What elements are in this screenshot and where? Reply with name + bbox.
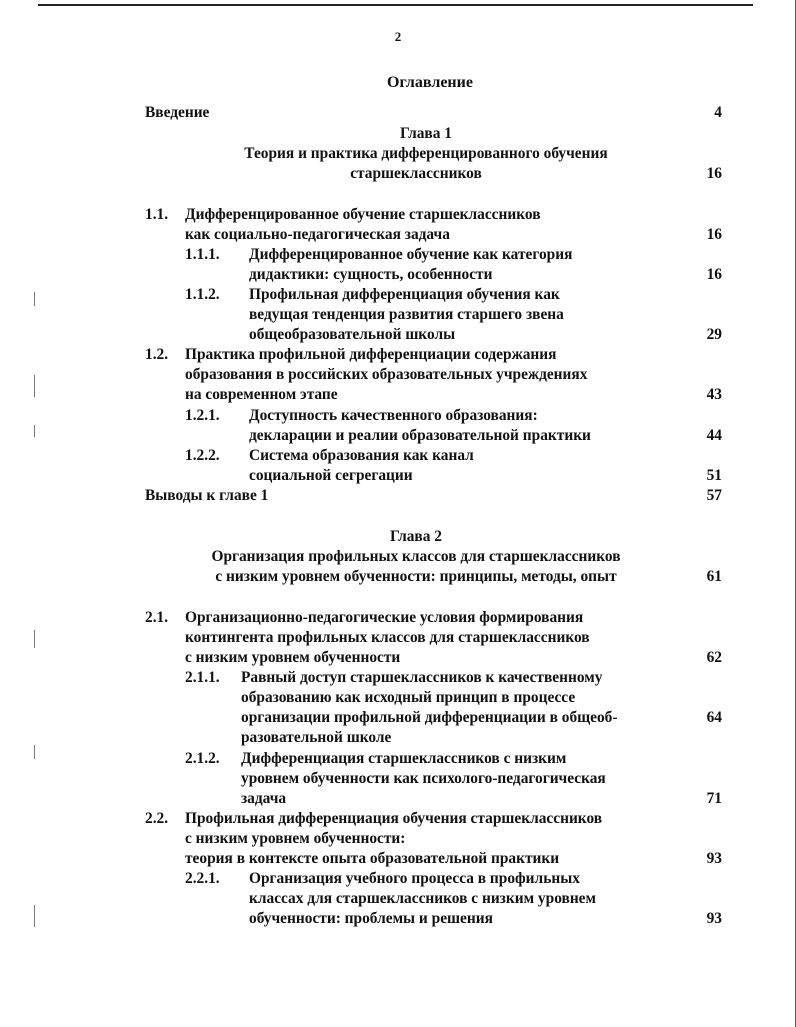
- toc-entry-intro: Введение: [145, 104, 210, 121]
- toc-entry-text: Равный доступ старшеклассников к качественному: [241, 669, 603, 686]
- toc-entry-text: Система образования как канал: [249, 447, 474, 464]
- toc-entry-text: разовательной школе: [241, 729, 392, 746]
- toc-entry-text: Профильная дифференциация обучения старшеклассников: [185, 810, 603, 827]
- toc-page-number: 93: [706, 910, 722, 927]
- toc-entry-text: Дифференциация старшеклассников с низким: [241, 750, 567, 767]
- toc-entry-text: декларации и реалии образовательной практики: [249, 427, 591, 444]
- chapter-2-title: Организация профильных классов для старшеклассников: [211, 548, 621, 565]
- toc-page-number: 43: [706, 386, 722, 403]
- toc-entry-text: Дифференцированное обучение как категория: [249, 246, 573, 263]
- chapter-1-title: Теория и практика дифференцированного обучения: [244, 145, 608, 162]
- toc-entry-text: с низким уровнем обученности: [185, 649, 401, 666]
- page-number: 2: [394, 29, 402, 44]
- toc-page-number: 62: [706, 649, 722, 666]
- toc-entry-text: на современном этапе: [185, 386, 338, 403]
- toc-entry-text: уровнем обученности как психолого-педагогическая: [241, 770, 606, 787]
- toc-entry-conclusions: Выводы к главе 1: [145, 487, 269, 504]
- toc-entry-text: Профильная дифференциация обучения как: [249, 286, 560, 303]
- toc-page-number: 93: [706, 850, 722, 867]
- toc-section-number: 2.1.1.: [185, 669, 220, 686]
- chapter-1-heading: Глава 1: [400, 125, 452, 142]
- toc-entry-text: Организационно-педагогические условия формирования: [185, 609, 584, 626]
- toc-page-number: 29: [706, 326, 722, 343]
- toc-section-number: 1.2.1.: [185, 407, 220, 424]
- toc-section-number: 2.1.: [145, 609, 169, 626]
- toc-page-number: 61: [706, 568, 722, 585]
- toc-page-number: 4: [714, 104, 722, 121]
- toc-entry-text: классах для старшеклассников с низким уровнем: [249, 890, 596, 907]
- toc-entry-text: дидактики: сущность, особенности: [249, 266, 493, 283]
- toc-entry-text: Практика профильной дифференциации содержания: [185, 346, 557, 363]
- toc-entry-text: как социально-педагогическая задача: [185, 226, 450, 243]
- toc-section-number: 1.1.1.: [185, 246, 220, 263]
- toc-entry-text: ведущая тенденция развития старшего звена: [249, 306, 564, 323]
- toc-section-number: 1.2.2.: [185, 447, 220, 464]
- toc-entry-text: Дифференцированное обучение старшеклассников: [185, 206, 541, 223]
- toc-page-number: 16: [706, 165, 722, 182]
- chapter-1-title: старшеклассников: [350, 165, 482, 182]
- toc-entry-text: теория в контексте опыта образовательной практики: [185, 850, 560, 867]
- toc-entry-text: Организация учебного процесса в профильных: [249, 870, 580, 887]
- toc-entry-text: Доступность качественного образования:: [249, 407, 538, 424]
- toc-entry-text: социальной сегрегации: [249, 467, 413, 484]
- toc-section-number: 2.1.2.: [185, 750, 220, 767]
- toc-page-number: 16: [706, 226, 722, 243]
- chapter-2-heading: Глава 2: [390, 528, 442, 545]
- toc-entry-text: общеобразовательной школы: [249, 326, 456, 343]
- toc-section-number: 2.2.: [145, 810, 169, 827]
- toc-page-number: 64: [706, 709, 722, 726]
- toc-section-number: 1.2.: [145, 346, 169, 363]
- toc-entry-text: обученности: проблемы и решения: [249, 910, 493, 927]
- toc-section-number: 1.1.2.: [185, 286, 220, 303]
- toc-entry-text: организации профильной дифференциации в общеоб-: [241, 709, 618, 726]
- toc-entry-text: образования в российских образовательных учреждениях: [185, 366, 588, 383]
- toc-entry-text: образованию как исходный принцип в процессе: [241, 689, 576, 706]
- toc-entry-text: задача: [241, 790, 287, 807]
- page-title: Оглавление: [387, 74, 473, 91]
- toc-page-number: 51: [706, 467, 722, 484]
- toc-page-number: 57: [706, 487, 722, 504]
- chapter-2-title: с низким уровнем обученности: принципы, методы, опыт: [215, 568, 617, 585]
- toc-entry-text: контингента профильных классов для старшеклассников: [185, 629, 590, 646]
- toc-section-number: 1.1.: [145, 206, 169, 223]
- toc-entry-text: с низким уровнем обученности:: [185, 830, 406, 847]
- toc-page-number: 16: [706, 266, 722, 283]
- toc-section-number: 2.2.1.: [185, 870, 220, 887]
- toc-page-number: 71: [706, 790, 722, 807]
- toc-page-number: 44: [706, 427, 722, 444]
